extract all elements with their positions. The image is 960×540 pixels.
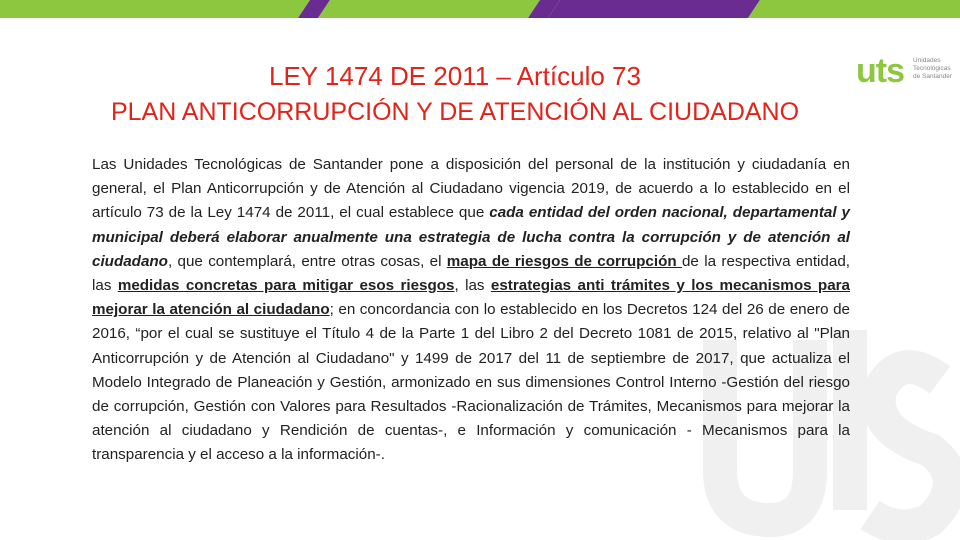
page-title xyxy=(60,58,850,130)
uts-logo xyxy=(856,52,956,92)
text-run: Las Unidades Tecnológicas de Santander pone a disposición del personal de la institución y ciudadanía en general, el Plan Anticorrupción y de Atención al Ciudadano vigencia 2019, de acuerdo a lo establecido en el artículo 73 de la Ley 1474 de 2011, el cual establece que xyxy=(92,156,850,222)
text-run: ; en concordancia con lo establecido en los Decretos 124 del 26 de enero de 2016, “por el cual se sustituye el Título 4 de la Parte 1 del Libro 2 del Decreto 1081 de 2015, relativo al "Plan Anticorrupción y de Atención al Ciudadano" y 1499 de 2017 del 11 de septiembre de 2017, que actualiza el Modelo Integrado de Planeación y Gestión, armonizado en sus dimensiones Control Interno -Gestión del riesgo de corrupción, Gestión con Valores para Resultados -Racionalización de Trámites, Mecanismos para mejorar la atención al ciudadano y Rendición de cuentas-, e Información y comunicación - Mecanismos para la transparencia y el acceso a la información-. xyxy=(92,301,850,464)
body-paragraph xyxy=(92,153,850,468)
text-run: de la respectiva entidad, las xyxy=(92,252,850,295)
title-line-1: LEY 1474 DE 2011 – Artículo 73 xyxy=(269,61,641,91)
underlined-term: estrategias anti trámites y los mecanismos para mejorar la atención al ciudadano xyxy=(92,277,851,319)
underlined-term: mapa de riesgos de corrupción xyxy=(446,252,682,270)
title-line-2: PLAN ANTICORRUPCIÓN Y DE ATENCIÓN AL CIUDADANO xyxy=(110,98,800,126)
underlined-term: medidas concretas para mitigar esos riesgos xyxy=(117,277,455,295)
logo-text: Unidades Tecnológicas de Santander xyxy=(913,57,953,80)
top-color-stripes xyxy=(0,0,960,18)
logo-mark: uts xyxy=(856,52,904,90)
italic-quote: cada entidad del orden nacional, departamental y municipal deberá elaborar anualmente una estrategia de lucha contra la corrupción y de atención al ciudadano xyxy=(92,204,850,270)
text-run: , que contemplará, entre otras cosas, el xyxy=(167,252,447,270)
text-run: , las xyxy=(454,277,491,295)
